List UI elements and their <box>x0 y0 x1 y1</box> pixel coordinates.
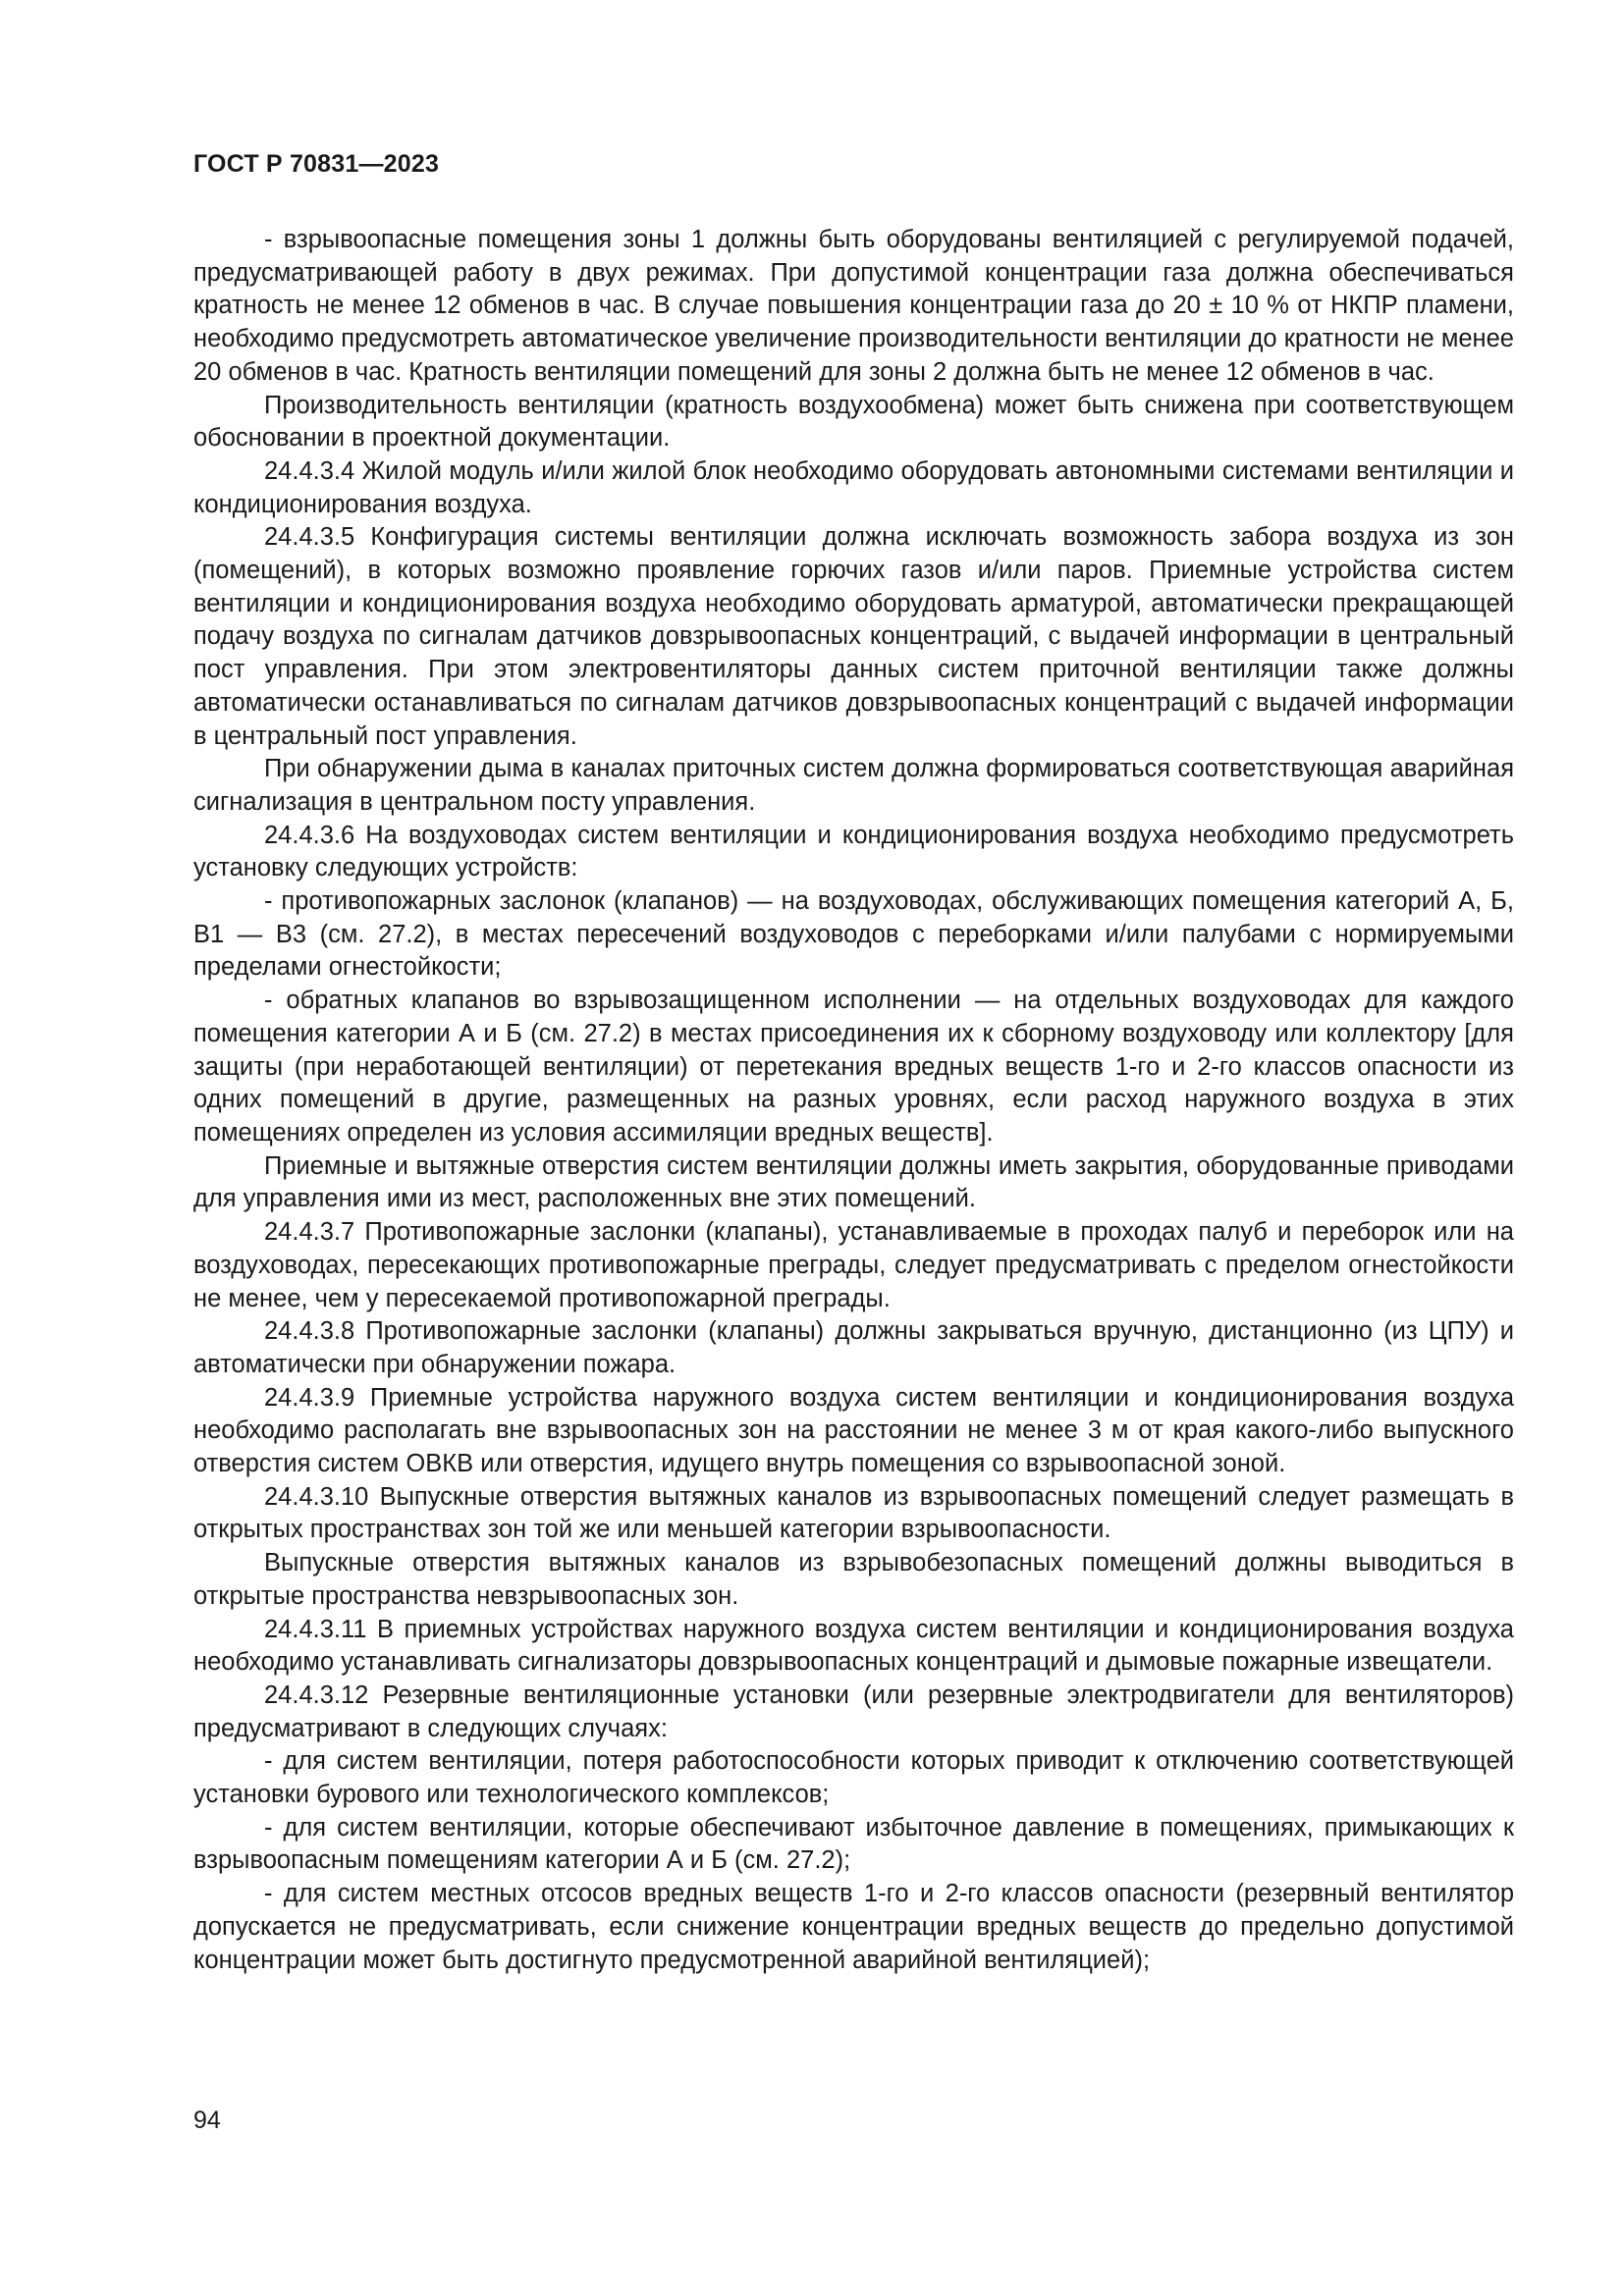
paragraph: 24.4.3.11 В приемных устройствах наружного воздуха систем вентиляции и кондиционирования воздуха необходимо устанавливать сигнализаторы довзрывоопасных концентраций и дымовые пожарные извещатели. <box>193 1615 1514 1677</box>
paragraph: Производительность вентиляции (кратность воздухообмена) может быть снижена при соответствующем обосновании в проектной документации. <box>193 391 1514 453</box>
page-number: 94 <box>193 2107 221 2134</box>
paragraph: 24.4.3.9 Приемные устройства наружного воздуха систем вентиляции и кондиционирования воздуха необходимо располагать вне взрывоопасных зон на расстоянии не менее 3 м от края какого-либо выпускного отверстия систем ОВКВ или отверстия, идущего внутрь помещения со взрывоопасной зоной. <box>193 1383 1514 1478</box>
paragraph: 24.4.3.6 На воздуховодах систем вентиляции и кондиционирования воздуха необходимо предусмотреть установку следующих устройств: <box>193 821 1514 882</box>
document-body <box>193 224 1514 1977</box>
document-header: ГОСТ Р 70831—2023 <box>193 150 440 178</box>
paragraph: 24.4.3.8 Противопожарные заслонки (клапаны) должны закрываться вручную, дистанционно (из ЦПУ) и автоматически при обнаружении пожара. <box>193 1317 1514 1378</box>
paragraph: - для систем местных отсосов вредных веществ 1-го и 2-го классов опасности (резервный вентилятор допускается не предусматривать, если снижение концентрации вредных веществ до предельно допустимой концентрации может быть достигнуто предусмотренной аварийной вентиляцией); <box>193 1880 1514 1974</box>
paragraph: 24.4.3.10 Выпускные отверстия вытяжных каналов из взрывоопасных помещений следует размещать в открытых пространствах зон той же или меньшей категории взрывоопасности. <box>193 1482 1514 1544</box>
paragraph: 24.4.3.5 Конфигурация системы вентиляции должна исключать возможность забора воздуха из зон (помещений), в которых возможно проявление горючих газов и/или паров. Приемные устройства систем вентиляции и кондиционирования воздуха необходимо оборудовать арматурой, автоматически прекращающей подачу воздуха по сигналам датчиков довзрывоопасных концентраций, с выдачей информации в центральный пост управления. При этом электровентиляторы данных систем приточной вентиляции также должны автоматически останавливаться по сигналам датчиков довзрывоопасных концентраций с выдачей информации в центральный пост управления. <box>193 523 1514 750</box>
paragraph: 24.4.3.4 Жилой модуль и/или жилой блок необходимо оборудовать автономными системами вентиляции и кондиционирования воздуха. <box>193 456 1514 518</box>
paragraph: 24.4.3.7 Противопожарные заслонки (клапаны), устанавливаемые в проходах палуб и переборок или на воздуховодах, пересекающих противопожарные преграды, следует предусматривать с пределом огнестойкости не менее, чем у пересекаемой противопожарной преграды. <box>193 1218 1514 1312</box>
paragraph: 24.4.3.12 Резервные вентиляционные установки (или резервные электродвигатели для вентиляторов) предусматривают в следующих случаях: <box>193 1681 1514 1742</box>
paragraph: - взрывоопасные помещения зоны 1 должны быть оборудованы вентиляцией с регулируемой подачей, предусматривающей работу в двух режимах. При допустимой концентрации газа должна обеспечиваться кратность не менее 12 обменов в час. В случае повышения концентрации газа до 20 ± 10 % от НКПР пламени, необходимо предусмотреть автоматическое увеличение производительности вентиляции до кратности не менее 20 обменов в час. Кратность вентиляции помещений для зоны 2 должна быть не менее 12 обменов в час. <box>193 226 1514 386</box>
paragraph: - обратных клапанов во взрывозащищенном исполнении — на отдельных воздуховодах для каждого помещения категории А и Б (см. 27.2) в местах присоединения их к сборному воздуховоду или коллектору [для защиты (при неработающей вентиляции) от перетекания вредных веществ 1-го и 2-го классов опасности из одних помещений в другие, размещенных на разных уровнях, если расход наружного воздуха в этих помещениях определен из условия ассимиляции вредных веществ]. <box>193 987 1514 1147</box>
paragraph: Приемные и вытяжные отверстия систем вентиляции должны иметь закрытия, оборудованные приводами для управления ими из мест, расположенных вне этих помещений. <box>193 1151 1514 1213</box>
paragraph: - для систем вентиляции, потеря работоспособности которых приводит к отключению соответствующей установки бурового или технологического комплексов; <box>193 1747 1514 1809</box>
paragraph: - противопожарных заслонок (клапанов) — на воздуховодах, обслуживающих помещения категорий А, Б, В1 — В3 (см. 27.2), в местах пересечений воздуховодов с переборками и/или палубами с нормируемыми пределами огнестойкости; <box>193 887 1514 982</box>
paragraph: Выпускные отверстия вытяжных каналов из взрывобезопасных помещений должны выводиться в открытые пространства невзрывоопасных зон. <box>193 1549 1514 1610</box>
paragraph: При обнаружении дыма в каналах приточных систем должна формироваться соответствующая аварийная сигнализация в центральном посту управления. <box>193 755 1514 816</box>
paragraph: - для систем вентиляции, которые обеспечивают избыточное давление в помещениях, примыкающих к взрывоопасным помещениям категории А и Б (см. 27.2); <box>193 1813 1514 1875</box>
